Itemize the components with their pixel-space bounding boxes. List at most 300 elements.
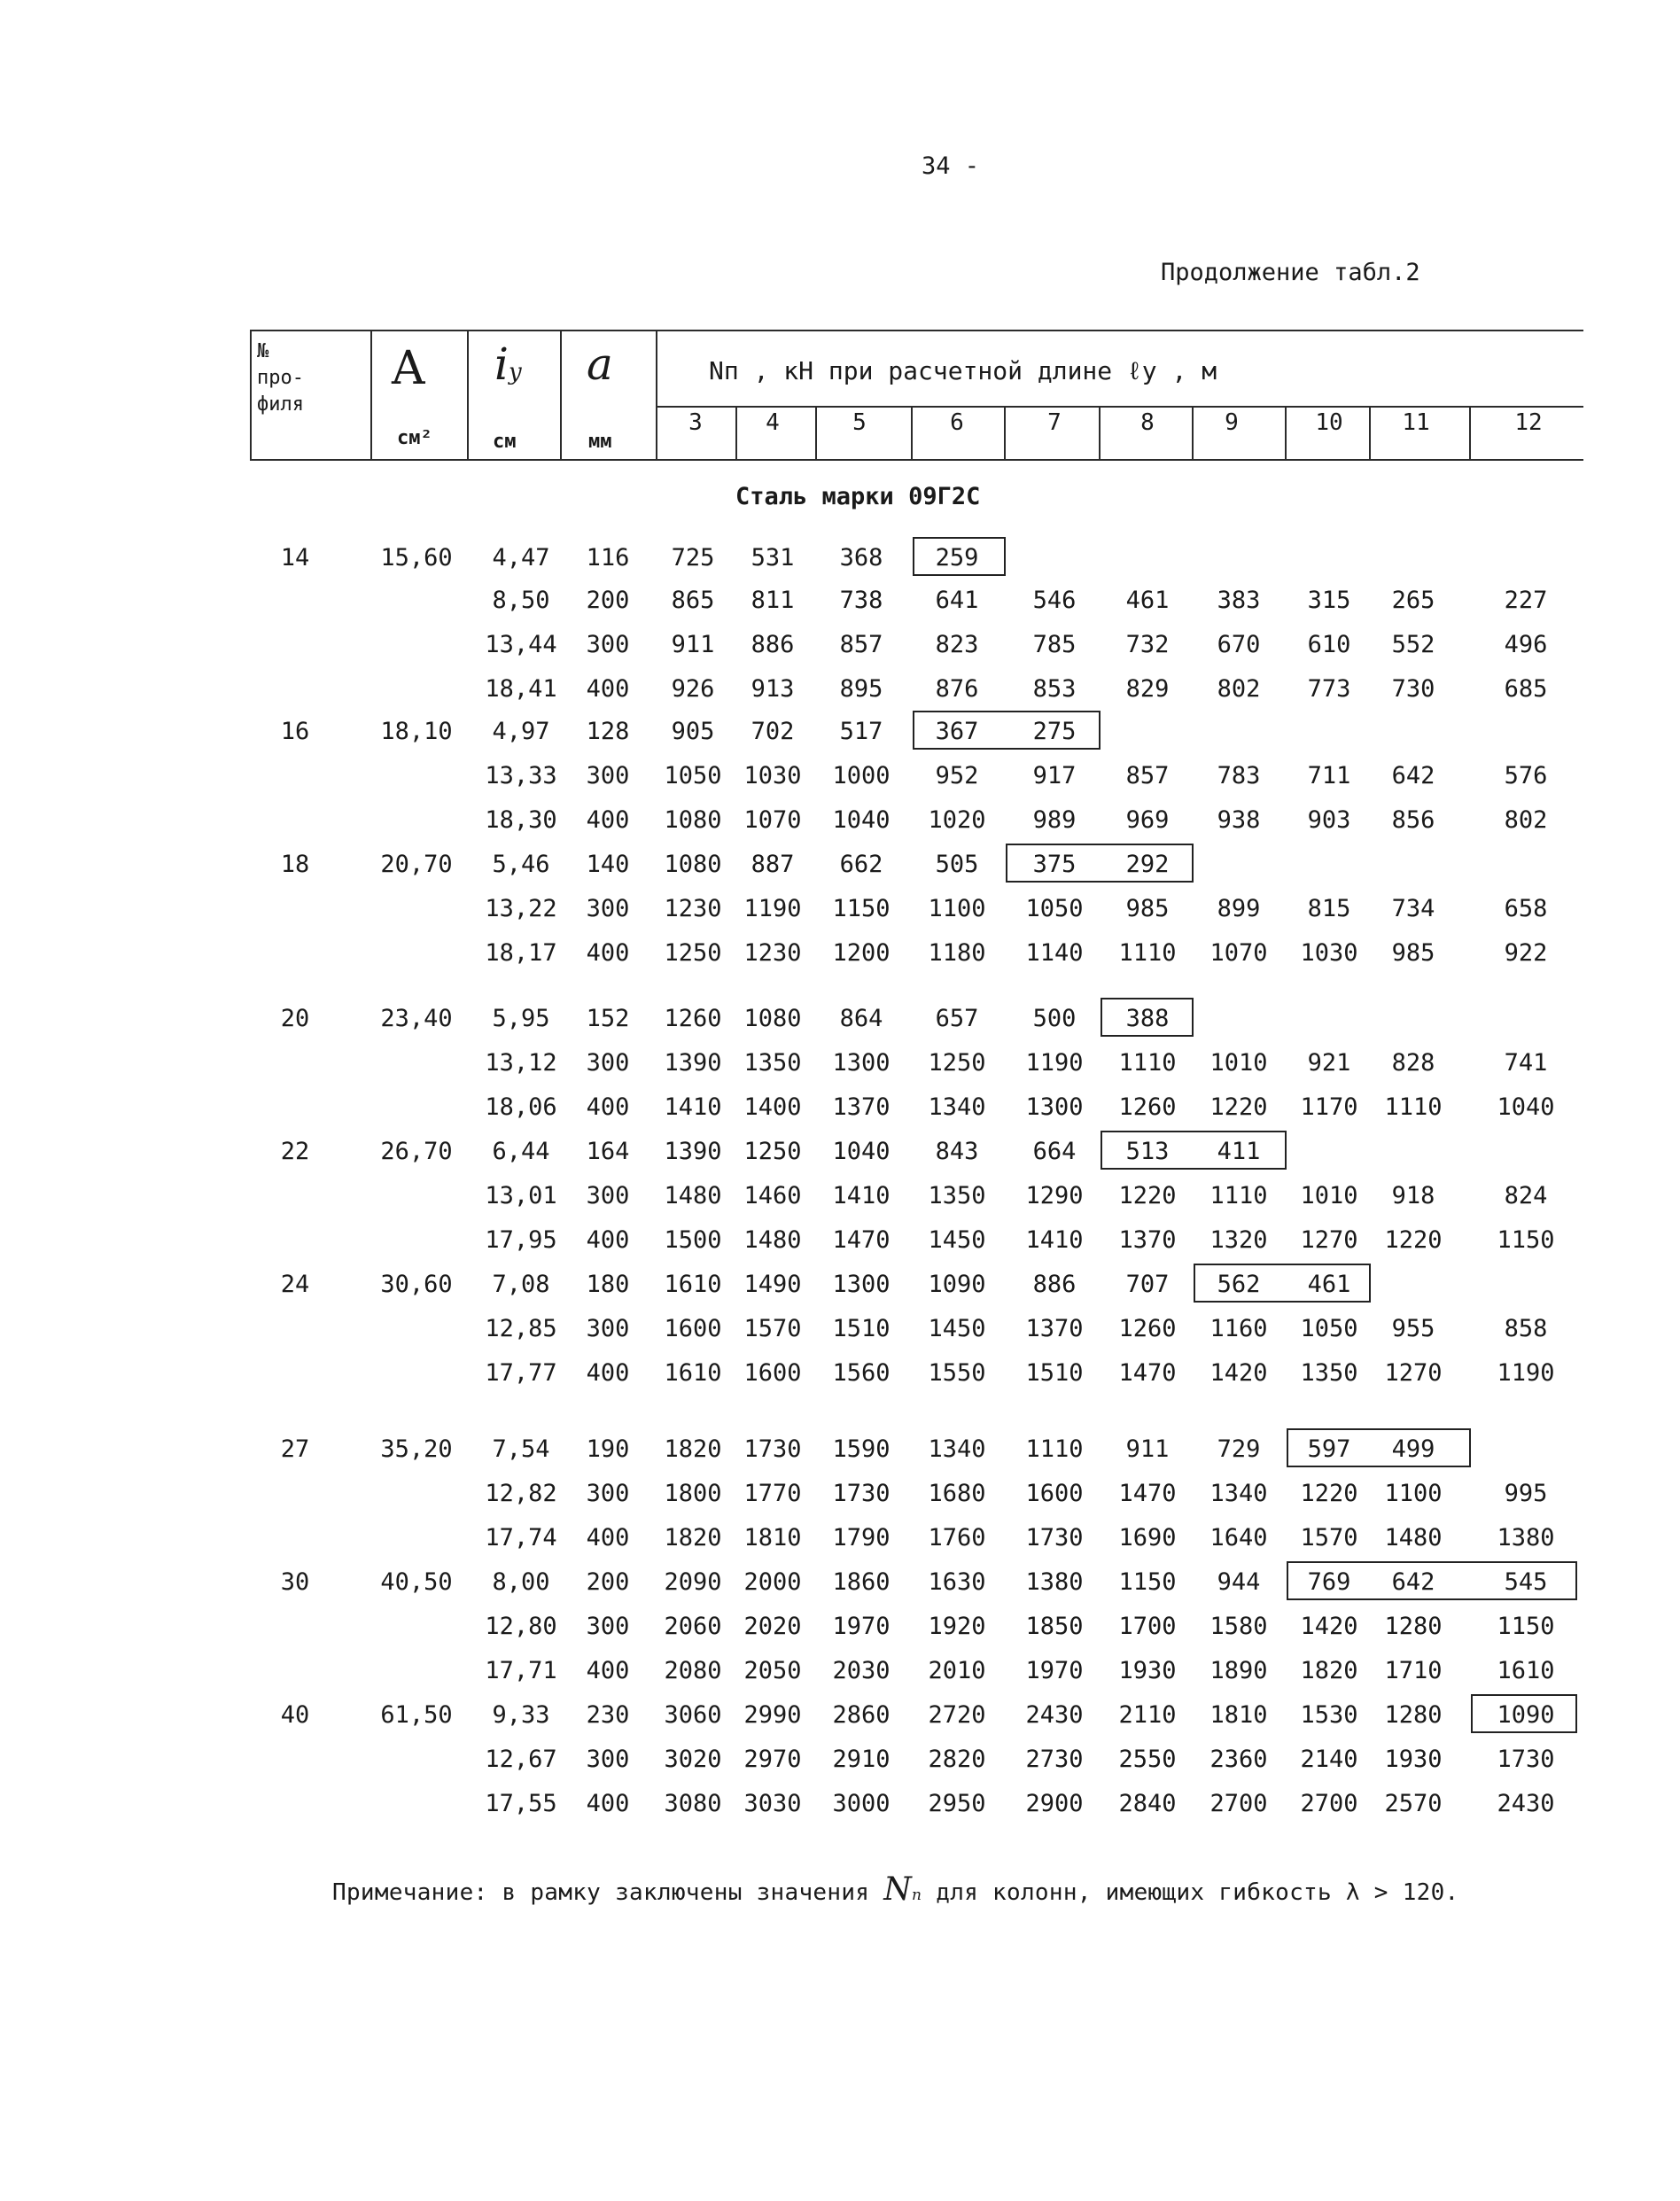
header-profile: № про- филя: [257, 340, 304, 416]
load-value: 546: [1032, 587, 1077, 614]
load-value: 2900: [1025, 1790, 1084, 1817]
load-value: 1820: [664, 1524, 722, 1552]
load-value: 1040: [832, 1138, 891, 1165]
load-value: 1810: [743, 1524, 802, 1552]
load-value: 1590: [832, 1435, 891, 1463]
load-value: 1400: [743, 1093, 802, 1121]
load-value: 1510: [1025, 1359, 1084, 1387]
load-value: 2910: [832, 1746, 891, 1773]
area-value: 35,20: [380, 1435, 453, 1463]
a-value: 400: [586, 1359, 630, 1387]
load-value: 1420: [1209, 1359, 1268, 1387]
table-row: [0, 1565, 1680, 1600]
load-value: 1370: [1118, 1226, 1177, 1254]
load-value: 1700: [1118, 1613, 1177, 1640]
load-value: 2700: [1209, 1790, 1268, 1817]
load-value: 1450: [928, 1226, 986, 1254]
load-value: 1220: [1300, 1480, 1358, 1507]
a-value: 400: [586, 939, 630, 967]
radius-value: 13,22: [485, 895, 557, 922]
a-value: 164: [586, 1138, 630, 1165]
load-value: 989: [1032, 806, 1077, 834]
load-value: 1890: [1209, 1657, 1268, 1684]
load-value: 802: [1504, 806, 1548, 834]
load-value: 1280: [1384, 1701, 1443, 1729]
load-value: 1350: [928, 1182, 986, 1209]
load-value: 769: [1307, 1568, 1351, 1596]
load-value: 500: [1032, 1005, 1077, 1032]
table-row: [0, 1134, 1680, 1170]
radius-value: 18,41: [485, 675, 557, 703]
load-value: 729: [1217, 1435, 1261, 1463]
high-slenderness-frame: [1471, 1694, 1577, 1733]
load-value: 985: [1125, 895, 1170, 922]
load-value: 911: [671, 631, 715, 658]
radius-value: 13,33: [485, 762, 557, 789]
load-value: 552: [1391, 631, 1435, 658]
load-value: 732: [1125, 631, 1170, 658]
radius-value: 9,33: [492, 1701, 550, 1729]
load-value: 856: [1391, 806, 1435, 834]
radius-value: 12,67: [485, 1746, 557, 1773]
load-value: 545: [1504, 1568, 1548, 1596]
load-value: 1710: [1384, 1657, 1443, 1684]
load-value: 725: [671, 544, 715, 572]
load-value: 1050: [1025, 895, 1084, 922]
header-a-unit: см²: [397, 427, 432, 449]
high-slenderness-frame: [1101, 1131, 1287, 1170]
a-value: 400: [586, 806, 630, 834]
load-value: 1110: [1118, 1049, 1177, 1077]
load-value: 785: [1032, 631, 1077, 658]
header-iy-symbol: iy: [494, 338, 522, 390]
load-value: 843: [935, 1138, 979, 1165]
load-value: 1340: [1209, 1480, 1268, 1507]
high-slenderness-frame: [913, 711, 1101, 750]
load-value: 496: [1504, 631, 1548, 658]
header-a-symbol: A: [392, 342, 425, 395]
table-row: [0, 1178, 1680, 1214]
load-value: 1300: [1025, 1093, 1084, 1121]
load-value: 1390: [664, 1138, 722, 1165]
profile-number: 18: [280, 851, 310, 878]
load-value: 1030: [1300, 939, 1358, 967]
load-value: 2060: [664, 1613, 722, 1640]
a-value: 400: [586, 1790, 630, 1817]
load-value: 864: [839, 1005, 883, 1032]
profile-number: 40: [280, 1701, 310, 1729]
profile-number: 16: [280, 718, 310, 745]
load-value: 3000: [832, 1790, 891, 1817]
a-value: 140: [586, 851, 630, 878]
load-value: 461: [1125, 587, 1170, 614]
load-value: 995: [1504, 1480, 1548, 1507]
load-value: 1930: [1118, 1657, 1177, 1684]
area-value: 61,50: [380, 1701, 453, 1729]
table-row: [0, 583, 1680, 618]
load-value: 1070: [1209, 939, 1268, 967]
load-value: 531: [751, 544, 795, 572]
header-length-4: 4: [766, 409, 780, 436]
a-value: 300: [586, 1049, 630, 1077]
load-value: 1370: [832, 1093, 891, 1121]
table-row: [0, 891, 1680, 927]
load-value: 610: [1307, 631, 1351, 658]
load-value: 1490: [743, 1271, 802, 1298]
load-value: 505: [935, 851, 979, 878]
load-value: 1770: [743, 1480, 802, 1507]
load-value: 576: [1504, 762, 1548, 789]
table-row: [0, 1742, 1680, 1777]
load-value: 2570: [1384, 1790, 1443, 1817]
a-value: 300: [586, 1746, 630, 1773]
load-value: 1570: [743, 1315, 802, 1342]
load-value: 1730: [1497, 1746, 1555, 1773]
profile-number: 20: [280, 1005, 310, 1032]
a-value: 300: [586, 1480, 630, 1507]
table-row: [0, 803, 1680, 838]
load-value: 1260: [1118, 1315, 1177, 1342]
load-value: 1410: [664, 1093, 722, 1121]
load-value: 1820: [1300, 1657, 1358, 1684]
high-slenderness-frame: [913, 537, 1006, 576]
load-value: 815: [1307, 895, 1351, 922]
load-value: 685: [1504, 675, 1548, 703]
a-value: 200: [586, 1568, 630, 1596]
table-row: [0, 1432, 1680, 1467]
load-value: 828: [1391, 1049, 1435, 1077]
load-value: 642: [1391, 1568, 1435, 1596]
load-value: 917: [1032, 762, 1077, 789]
load-value: 1820: [664, 1435, 722, 1463]
load-value: 1920: [928, 1613, 986, 1640]
load-value: 921: [1307, 1049, 1351, 1077]
load-value: 738: [839, 587, 883, 614]
load-value: 2360: [1209, 1746, 1268, 1773]
load-value: 1030: [743, 762, 802, 789]
load-value: 1420: [1300, 1613, 1358, 1640]
load-value: 2020: [743, 1613, 802, 1640]
load-value: 642: [1391, 762, 1435, 789]
radius-value: 4,47: [492, 544, 550, 572]
load-value: 899: [1217, 895, 1261, 922]
header-length-8: 8: [1140, 409, 1155, 436]
load-value: 2990: [743, 1701, 802, 1729]
load-value: 499: [1391, 1435, 1435, 1463]
high-slenderness-frame: [1287, 1561, 1577, 1600]
load-value: 1730: [832, 1480, 891, 1507]
header-a-mm-unit: мм: [588, 431, 612, 453]
a-value: 300: [586, 895, 630, 922]
header-a-mm-symbol: a: [587, 338, 613, 390]
a-value: 152: [586, 1005, 630, 1032]
load-value: 741: [1504, 1049, 1548, 1077]
load-value: 1290: [1025, 1182, 1084, 1209]
a-value: 180: [586, 1271, 630, 1298]
radius-value: 7,54: [492, 1435, 550, 1463]
load-value: 1260: [664, 1005, 722, 1032]
load-value: 1150: [1497, 1613, 1555, 1640]
load-value: 911: [1125, 1435, 1170, 1463]
header-length-7: 7: [1047, 409, 1062, 436]
area-value: 15,60: [380, 544, 453, 572]
radius-value: 17,77: [485, 1359, 557, 1387]
load-value: 2110: [1118, 1701, 1177, 1729]
load-value: 1180: [928, 939, 986, 967]
load-value: 1380: [1497, 1524, 1555, 1552]
radius-value: 18,30: [485, 806, 557, 834]
high-slenderness-frame: [1287, 1428, 1471, 1467]
footnote-symbol-sub: п: [912, 1886, 922, 1904]
load-value: 1760: [928, 1524, 986, 1552]
load-value: 1570: [1300, 1524, 1358, 1552]
a-value: 190: [586, 1435, 630, 1463]
load-value: 1480: [664, 1182, 722, 1209]
load-value: 1220: [1209, 1093, 1268, 1121]
load-value: 1610: [1497, 1657, 1555, 1684]
load-value: 1080: [664, 851, 722, 878]
load-value: 2820: [928, 1746, 986, 1773]
a-value: 300: [586, 762, 630, 789]
load-value: 1640: [1209, 1524, 1268, 1552]
radius-value: 8,50: [492, 587, 550, 614]
load-value: 383: [1217, 587, 1261, 614]
radius-value: 12,82: [485, 1480, 557, 1507]
load-value: 905: [671, 718, 715, 745]
load-value: 1110: [1209, 1182, 1268, 1209]
load-value: 2950: [928, 1790, 986, 1817]
load-value: 1350: [743, 1049, 802, 1077]
load-value: 1800: [664, 1480, 722, 1507]
load-value: 1610: [664, 1359, 722, 1387]
area-value: 20,70: [380, 851, 453, 878]
load-value: 1080: [743, 1005, 802, 1032]
load-value: 1600: [743, 1359, 802, 1387]
profile-number: 14: [280, 544, 310, 572]
load-value: 1470: [1118, 1359, 1177, 1387]
load-value: 969: [1125, 806, 1170, 834]
load-value: 265: [1391, 587, 1435, 614]
load-value: 2860: [832, 1701, 891, 1729]
load-value: 1730: [1025, 1524, 1084, 1552]
load-value: 2970: [743, 1746, 802, 1773]
a-value: 400: [586, 1093, 630, 1121]
load-value: 1350: [1300, 1359, 1358, 1387]
load-value: 876: [935, 675, 979, 703]
load-value: 1010: [1209, 1049, 1268, 1077]
load-value: 922: [1504, 939, 1548, 967]
load-value: 2430: [1025, 1701, 1084, 1729]
footnote: [332, 1871, 1459, 1908]
load-value: 1090: [1497, 1701, 1555, 1729]
load-value: 926: [671, 675, 715, 703]
load-value: 1260: [1118, 1093, 1177, 1121]
radius-value: 13,12: [485, 1049, 557, 1077]
load-value: 1860: [832, 1568, 891, 1596]
table-row: [0, 1311, 1680, 1347]
load-value: 1230: [743, 939, 802, 967]
load-value: 227: [1504, 587, 1548, 614]
load-value: 1480: [1384, 1524, 1443, 1552]
load-value: 367: [935, 718, 979, 745]
load-value: 1270: [1384, 1359, 1443, 1387]
load-value: 1510: [832, 1315, 891, 1342]
load-value: 2430: [1497, 1790, 1555, 1817]
load-value: 1560: [832, 1359, 891, 1387]
load-value: 259: [935, 544, 979, 572]
area-value: 23,40: [380, 1005, 453, 1032]
header-n-title: Nп , кН при расчетной длине ℓy , м: [709, 356, 1217, 385]
load-value: 824: [1504, 1182, 1548, 1209]
load-value: 707: [1125, 1271, 1170, 1298]
load-value: 2000: [743, 1568, 802, 1596]
load-value: 1630: [928, 1568, 986, 1596]
header-length-11: 11: [1402, 409, 1430, 436]
load-value: 1470: [1118, 1480, 1177, 1507]
load-value: 938: [1217, 806, 1261, 834]
load-value: 375: [1032, 851, 1077, 878]
load-value: 2730: [1025, 1746, 1084, 1773]
load-value: 711: [1307, 762, 1351, 789]
load-value: 1040: [1497, 1093, 1555, 1121]
radius-value: 8,00: [492, 1568, 550, 1596]
footnote-symbol: N: [883, 1871, 913, 1908]
load-value: 858: [1504, 1315, 1548, 1342]
header-length-12: 12: [1514, 409, 1543, 436]
radius-value: 7,08: [492, 1271, 550, 1298]
load-value: 1970: [1025, 1657, 1084, 1684]
section-title: Сталь марки 09Г2С: [735, 483, 981, 510]
load-value: 1080: [664, 806, 722, 834]
load-value: 734: [1391, 895, 1435, 922]
load-value: 886: [1032, 1271, 1077, 1298]
load-value: 1050: [664, 762, 722, 789]
load-value: 1300: [832, 1049, 891, 1077]
load-value: 1160: [1209, 1315, 1268, 1342]
load-value: 658: [1504, 895, 1548, 922]
load-value: 802: [1217, 675, 1261, 703]
load-value: 1190: [1497, 1359, 1555, 1387]
load-value: 1320: [1209, 1226, 1268, 1254]
load-value: 1250: [664, 939, 722, 967]
load-value: 3060: [664, 1701, 722, 1729]
high-slenderness-frame: [1006, 844, 1194, 883]
load-value: 3030: [743, 1790, 802, 1817]
load-value: 1500: [664, 1226, 722, 1254]
load-value: 1230: [664, 895, 722, 922]
load-value: 1790: [832, 1524, 891, 1552]
load-value: 1220: [1384, 1226, 1443, 1254]
load-value: 1730: [743, 1435, 802, 1463]
load-value: 1410: [832, 1182, 891, 1209]
radius-value: 17,74: [485, 1524, 557, 1552]
load-value: 1000: [832, 762, 891, 789]
load-value: 1040: [832, 806, 891, 834]
load-value: 411: [1217, 1138, 1261, 1165]
radius-value: 17,95: [485, 1226, 557, 1254]
load-value: 823: [935, 631, 979, 658]
load-value: 1600: [1025, 1480, 1084, 1507]
profile-number: 30: [280, 1568, 310, 1596]
table-row: [0, 1609, 1680, 1645]
load-value: 1460: [743, 1182, 802, 1209]
load-value: 2090: [664, 1568, 722, 1596]
load-value: 1110: [1025, 1435, 1084, 1463]
load-value: 1480: [743, 1226, 802, 1254]
footnote-prefix: Примечание: в рамку заключены значения: [332, 1879, 870, 1906]
load-value: 315: [1307, 587, 1351, 614]
profile-number: 22: [280, 1138, 310, 1165]
table-row: [0, 1001, 1680, 1037]
table-row: [0, 1223, 1680, 1258]
load-value: 1300: [832, 1271, 891, 1298]
load-value: 2550: [1118, 1746, 1177, 1773]
radius-value: 13,44: [485, 631, 557, 658]
load-value: 1150: [1497, 1226, 1555, 1254]
load-value: 1170: [1300, 1093, 1358, 1121]
a-value: 300: [586, 1182, 630, 1209]
load-value: 730: [1391, 675, 1435, 703]
load-value: 886: [751, 631, 795, 658]
table-row: [0, 1046, 1680, 1081]
load-value: 2030: [832, 1657, 891, 1684]
load-value: 955: [1391, 1315, 1435, 1342]
load-value: 3080: [664, 1790, 722, 1817]
load-value: 562: [1217, 1271, 1261, 1298]
radius-value: 17,71: [485, 1657, 557, 1684]
load-value: 2080: [664, 1657, 722, 1684]
load-value: 670: [1217, 631, 1261, 658]
radius-value: 18,17: [485, 939, 557, 967]
radius-value: 6,44: [492, 1138, 550, 1165]
area-value: 40,50: [380, 1568, 453, 1596]
load-value: 1110: [1384, 1093, 1443, 1121]
load-value: 1270: [1300, 1226, 1358, 1254]
load-value: 388: [1125, 1005, 1170, 1032]
radius-value: 13,01: [485, 1182, 557, 1209]
header-length-5: 5: [852, 409, 867, 436]
load-value: 597: [1307, 1435, 1351, 1463]
load-value: 944: [1217, 1568, 1261, 1596]
load-value: 1050: [1300, 1315, 1358, 1342]
radius-value: 12,85: [485, 1315, 557, 1342]
table-row: [0, 627, 1680, 663]
load-value: 461: [1307, 1271, 1351, 1298]
a-value: 400: [586, 1657, 630, 1684]
table-row: [0, 1090, 1680, 1125]
load-value: 1340: [928, 1093, 986, 1121]
load-value: 1450: [928, 1315, 986, 1342]
load-value: 783: [1217, 762, 1261, 789]
load-value: 664: [1032, 1138, 1077, 1165]
load-value: 1110: [1118, 939, 1177, 967]
load-value: 1410: [1025, 1226, 1084, 1254]
load-value: 641: [935, 587, 979, 614]
a-value: 400: [586, 1524, 630, 1552]
load-value: 1100: [1384, 1480, 1443, 1507]
radius-value: 18,06: [485, 1093, 557, 1121]
a-value: 230: [586, 1701, 630, 1729]
table-row: [0, 1476, 1680, 1512]
radius-value: 5,46: [492, 851, 550, 878]
table-row: [0, 672, 1680, 707]
load-value: 857: [839, 631, 883, 658]
header-length-6: 6: [950, 409, 964, 436]
load-value: 1250: [928, 1049, 986, 1077]
footnote-suffix: для колонн, имеющих гибкость λ > 120.: [936, 1879, 1459, 1906]
load-value: 1340: [928, 1435, 986, 1463]
load-value: 903: [1307, 806, 1351, 834]
